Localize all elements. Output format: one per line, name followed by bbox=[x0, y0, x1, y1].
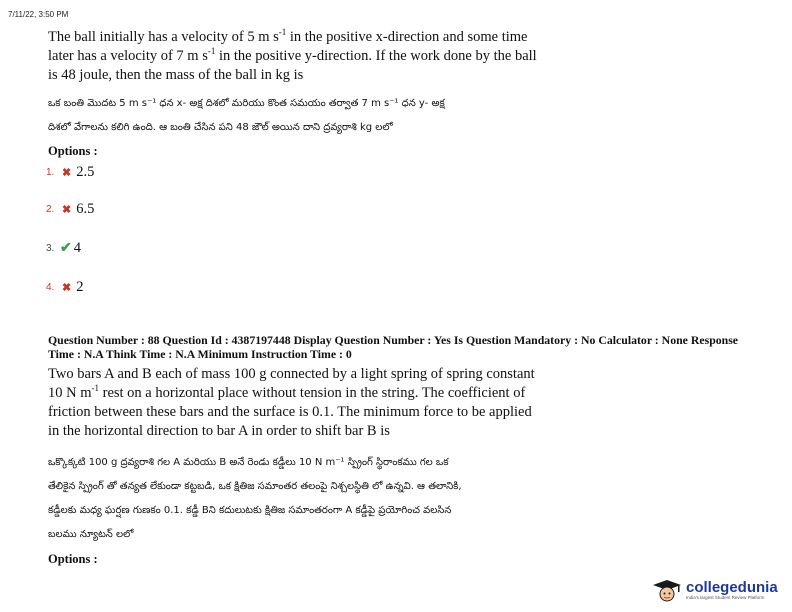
timestamp: 7/11/22, 3:50 PM bbox=[8, 10, 69, 19]
option-1-value: 2.5 bbox=[76, 164, 95, 180]
option-4-number: 4. bbox=[46, 282, 55, 293]
cross-icon: ✖ bbox=[62, 167, 72, 179]
question-88-text bbox=[48, 365, 535, 441]
q87-telugu-line-2: దిశలో వేగాలను కలిగి ఉంది. ఆ బంతి చేసిన పని 48 జౌల్ అయిన దాని ద్రవ్యరాశి kg లలో bbox=[48, 122, 393, 133]
option-2-value: 6.5 bbox=[76, 201, 95, 217]
option-2-number: 2. bbox=[46, 204, 55, 215]
option-3-number: 3. bbox=[46, 243, 55, 254]
cross-icon: ✖ bbox=[62, 204, 72, 216]
option-3-value: 4 bbox=[73, 240, 81, 256]
q88-telugu-line-1: ఒక్కొక్కటి 100 g ద్రవ్యరాశి గల A మరియు B అనే రెండు కడ్డీలు 10 N m⁻¹ స్ప్రింగ్ స్థిరాంకము గల ఒక bbox=[48, 457, 449, 468]
q88-telugu-line-3: కడ్డీలకు మధ్య ఘర్షణ గుణకం 0.1. కడ్డీ Bని కదులుటకు క్షితిజ సమాంతరంగా A కడ్డీపై ప్రయోగించ వలసిన bbox=[48, 505, 452, 516]
logo-tagline: India's largest Student Review Platform bbox=[686, 595, 765, 600]
question-88-telugu bbox=[48, 451, 462, 547]
meta-line-1: Question Number : 88 Question Id : 4387197448 Display Question Number : Yes Is Question Mandatory : No Calculator : None Response bbox=[48, 333, 739, 347]
cross-icon: ✖ bbox=[62, 282, 72, 294]
option-4-value: 2 bbox=[76, 279, 84, 295]
q88-telugu-line-4: బలము న్యూటన్ లలో bbox=[48, 529, 134, 540]
option-1 bbox=[46, 164, 94, 181]
q88-line-2: 10 N $m^{-1}$ rest on a horizontal place without tension in the string. The coefficient of bbox=[48, 383, 526, 401]
option-1-number: 1. bbox=[46, 167, 55, 178]
option-4 bbox=[46, 279, 83, 296]
graduate-cap-icon bbox=[652, 578, 682, 602]
meta-line-2: Time : N.A Think Time : N.A Minimum Instruction Time : 0 bbox=[48, 347, 352, 361]
collegedunia-logo bbox=[652, 578, 778, 602]
q87-telugu-line-1: ఒక బంతి మొదట 5 m s⁻¹ ధన x- అక్ష దిశలో మరియు కొంత సమయం తర్వాత 7 m s⁻¹ ధన y- అక్ష bbox=[48, 98, 445, 109]
options-label-88: Options : bbox=[48, 552, 98, 566]
question-87-telugu bbox=[48, 92, 445, 140]
q88-line-1: Two bars A and B each of mass 100 g connected by a light spring of spring constant bbox=[48, 366, 535, 382]
q88-line-4: in the horizontal direction to bar A in order to shift bar B is bbox=[48, 423, 390, 439]
q87-line-1: The ball initially has a velocity of 5 m $s^{-1}$ in the positive x-direction and some time bbox=[48, 27, 528, 45]
option-3 bbox=[46, 240, 81, 257]
question-88-meta bbox=[48, 333, 758, 361]
check-icon: ✔ bbox=[60, 241, 72, 256]
logo-name: collegedunia bbox=[686, 579, 778, 596]
options-label-87: Options : bbox=[48, 144, 98, 158]
question-87-text bbox=[48, 28, 537, 85]
q87-line-2: later has a velocity of 7 m $s^{-1}$ in the positive y-direction. If the work done by the ball bbox=[48, 46, 537, 64]
q88-line-3: friction between these bars and the surface is 0.1. The minimum force to be applied bbox=[48, 404, 532, 420]
q87-line-3: is 48 joule, then the mass of the ball in kg is bbox=[48, 67, 304, 83]
q88-telugu-line-2: తేలికైన స్ప్రింగ్ తో తన్యత లేకుండా కట్టబడి, ఒక క్షితిజ సమాంతర తలంపై నిశ్చలస్థితి లో ఉన్నవి. ఆ తలానికి, bbox=[48, 481, 462, 492]
option-2 bbox=[46, 201, 94, 218]
